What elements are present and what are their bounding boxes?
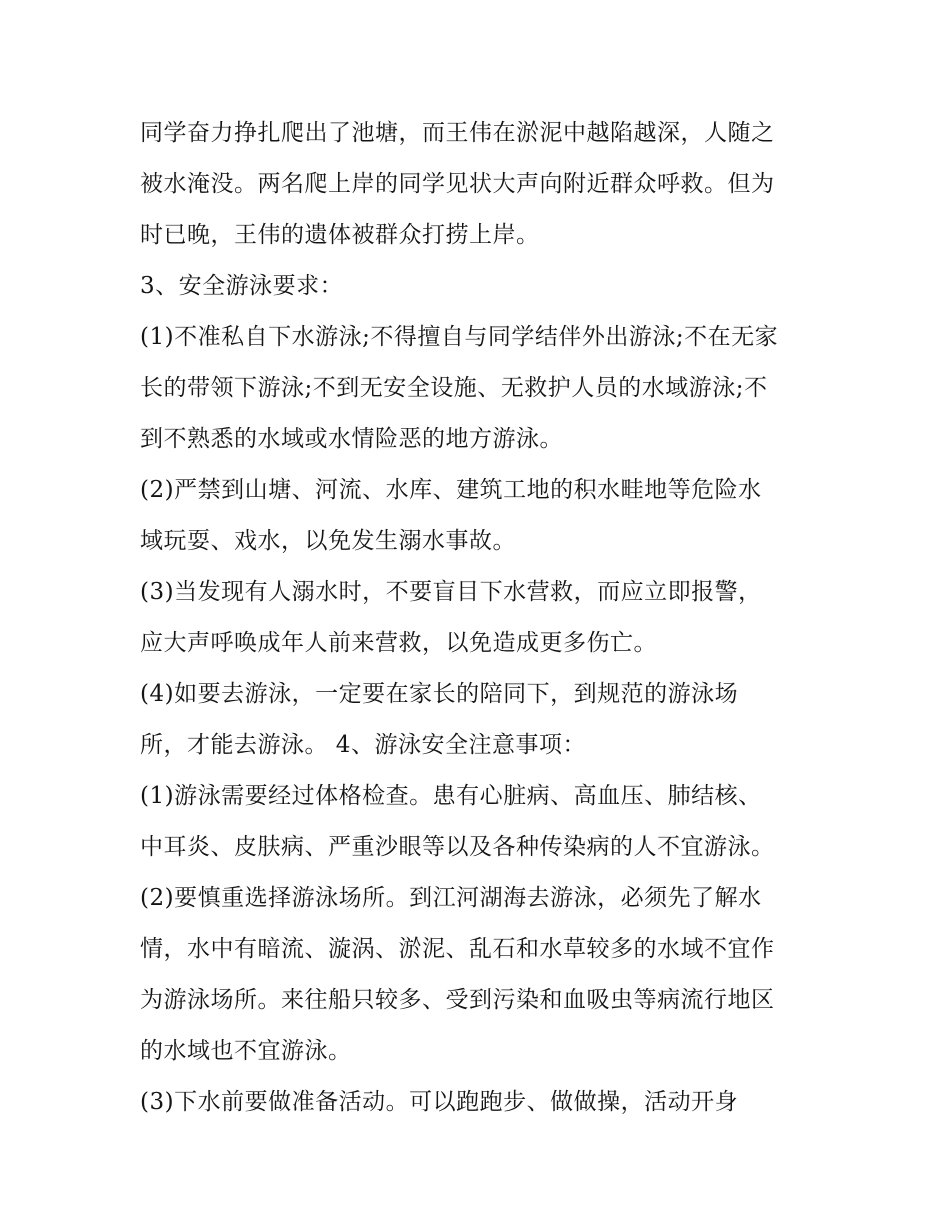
text-line: 同学奋力挣扎爬出了池塘，而王伟在淤泥中越陷越深，人随之 — [140, 120, 775, 146]
text-line: (2)严禁到山塘、河流、水库、建筑工地的积水畦地等危险水 — [140, 477, 762, 503]
text-line: 所，才能去游泳。 4、游泳安全注意事项： — [140, 732, 586, 758]
text-line: 应大声呼唤成年人前来营救，以免造成更多伤亡。 — [140, 630, 657, 656]
text-line: 中耳炎、皮肤病、严重沙眼等以及各种传染病的人不宜游泳。 — [140, 834, 775, 860]
text-line: (2)要慎重选择游泳场所。到江河湖海去游泳，必须先了解水 — [140, 885, 762, 911]
text-line: 为游泳场所。来往船只较多、受到污染和血吸虫等病流行地区 — [140, 987, 775, 1013]
section-heading: 3、安全游泳要求： — [140, 273, 344, 299]
document-body — [140, 108, 820, 1128]
text-line: 被水淹没。两名爬上岸的同学见状大声向附近群众呼救。但为 — [140, 171, 775, 197]
text-line: 长的带领下游泳;不到无安全设施、无救护人员的水域游泳;不 — [140, 375, 768, 401]
text-line: (3)当发现有人溺水时，不要盲目下水营救，而应立即报警， — [140, 579, 762, 605]
text-line: 到不熟悉的水域或水情险恶的地方游泳。 — [140, 426, 563, 452]
text-line: (1)不准私自下水游泳;不得擅自与同学结伴外出游泳;不在无家 — [140, 324, 779, 350]
text-line: 情，水中有暗流、漩涡、淤泥、乱石和水草较多的水域不宜作 — [140, 936, 775, 962]
text-line: (1)游泳需要经过体格检查。患有心脏病、高血压、肺结核、 — [140, 783, 762, 809]
text-line: 时已晚，王伟的遗体被群众打捞上岸。 — [140, 222, 540, 248]
text-line: (3)下水前要做准备活动。可以跑跑步、做做操，活动开身 — [140, 1089, 739, 1115]
text-line: 的水域也不宜游泳。 — [140, 1038, 352, 1064]
text-line: 域玩耍、戏水，以免发生溺水事故。 — [140, 528, 516, 554]
text-line: (4)如要去游泳，一定要在家长的陪同下，到规范的游泳场 — [140, 681, 739, 707]
